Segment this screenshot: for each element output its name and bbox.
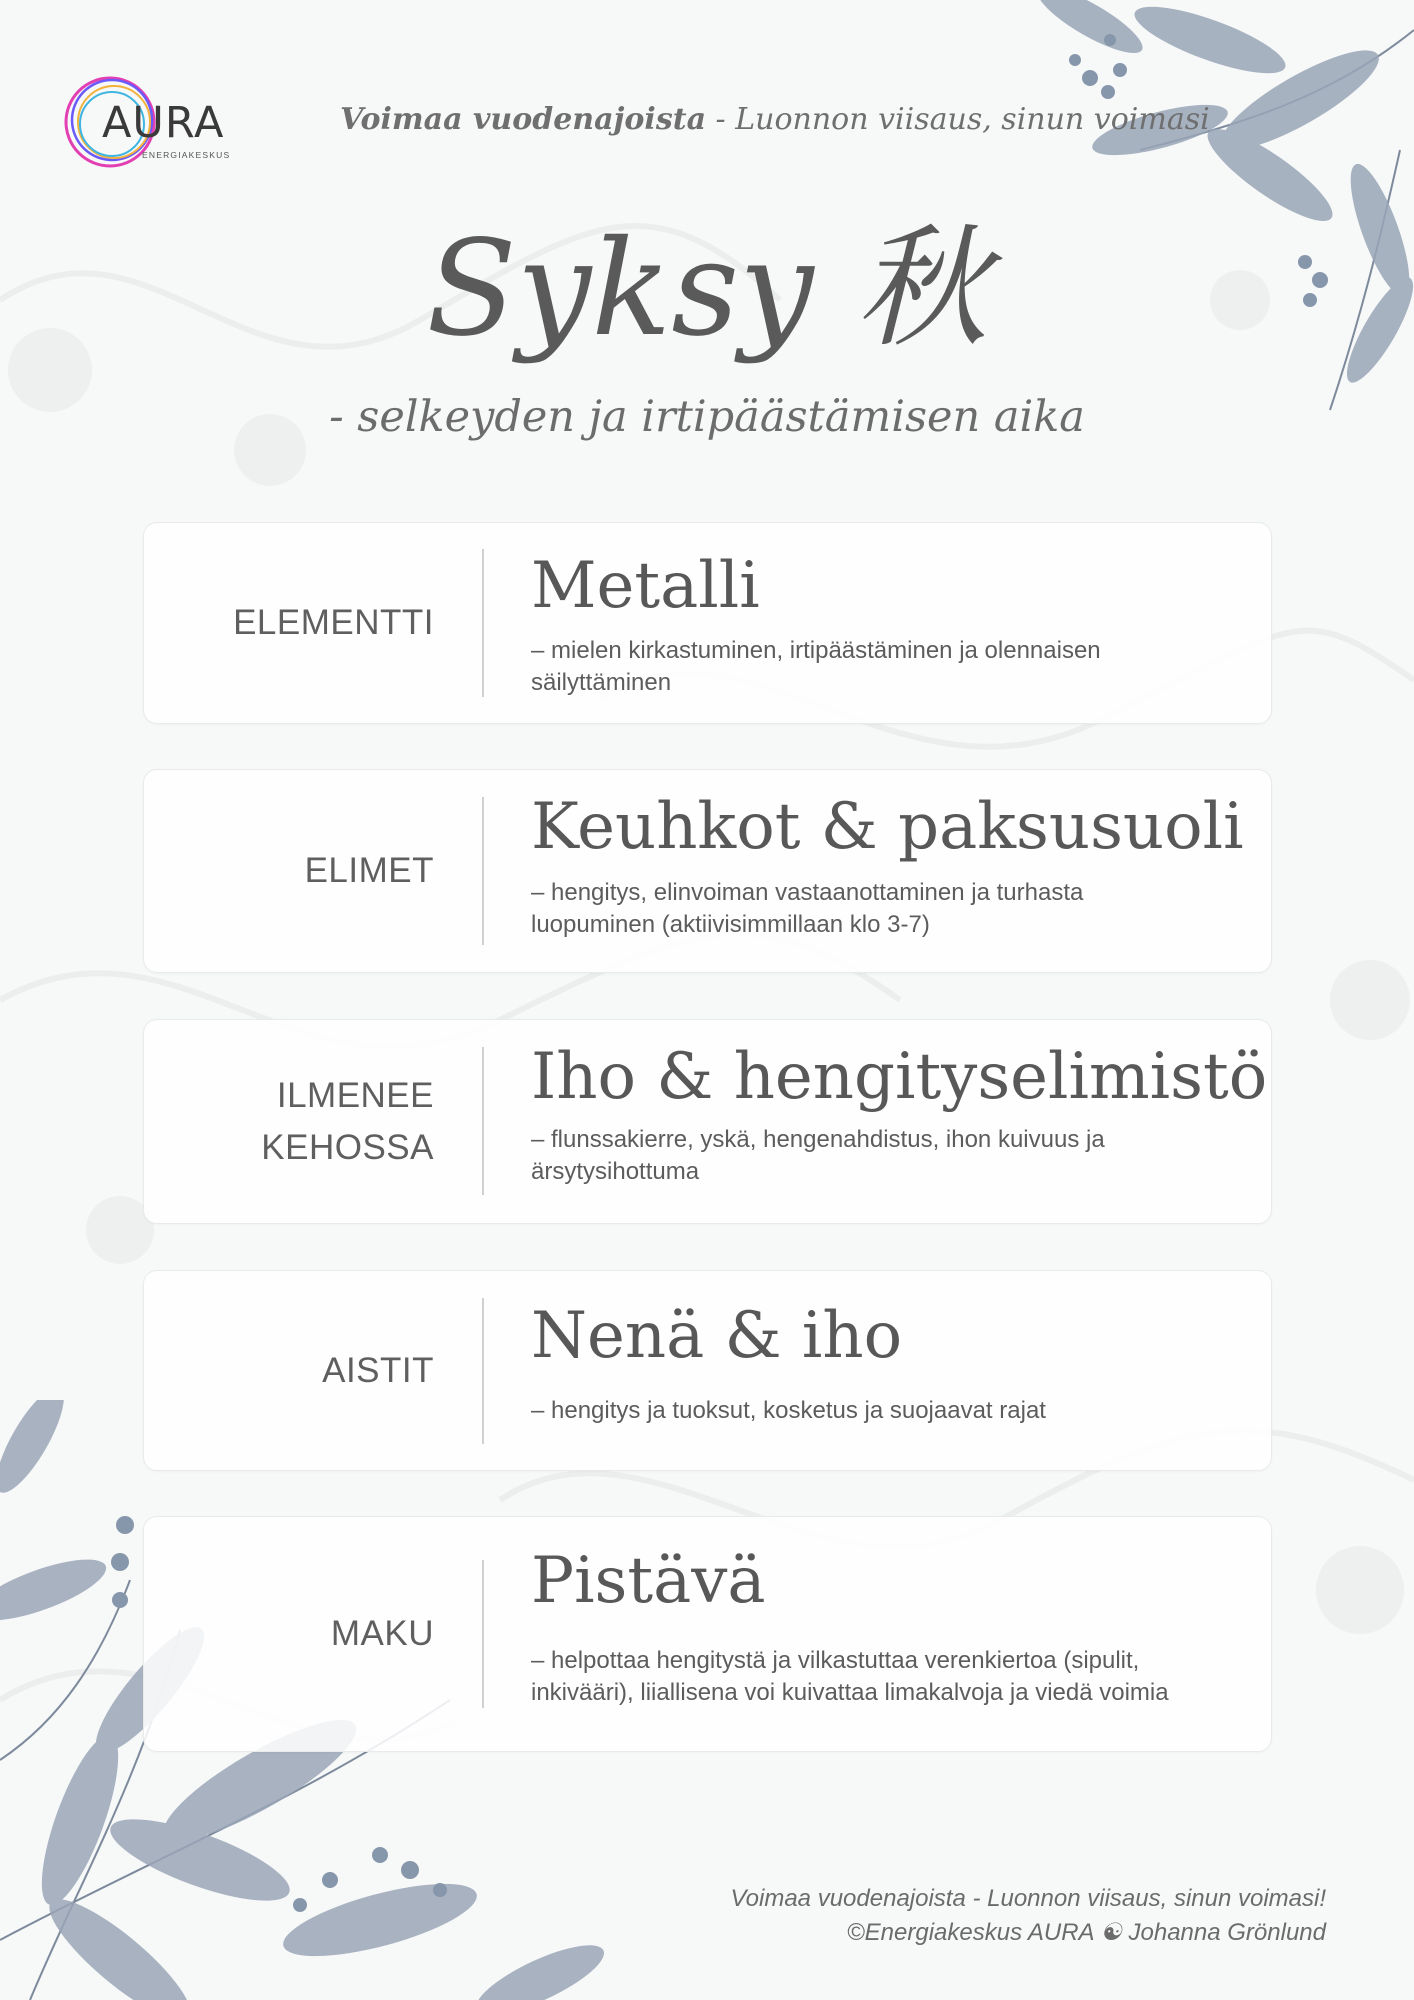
footer (731, 1882, 1326, 1950)
card-elimet (143, 769, 1272, 973)
card-divider (482, 1560, 484, 1708)
card-ilmenee-kehossa (143, 1019, 1272, 1224)
card-label: ELIMET (304, 851, 434, 890)
card-label: MAKU (330, 1614, 434, 1653)
card-title: Pistävä (531, 1544, 766, 1618)
header-tagline-rest: - Luonnon viisaus, sinun voimasi (706, 102, 1210, 137)
logo-subtitle: ENERGIAKESKUS (142, 150, 231, 160)
card-description: – flunssakierre, yskä, hengenahdistus, ihon kuivuus ja ärsytysihottuma (531, 1126, 1105, 1185)
card-title: Nenä & iho (531, 1299, 903, 1373)
header-tagline-bold: Voimaa vuodenajoista (340, 102, 707, 137)
card-label: AISTIT (322, 1351, 434, 1390)
header-tagline (340, 102, 1210, 137)
card-divider (482, 1047, 484, 1195)
card-description: – helpottaa hengitystä ja vilkastuttaa verenkiertoa (sipulit, inkivääri), liiallisena voi kuivattaa limakalvoja ja viedä voimia (531, 1647, 1169, 1706)
card-aistit (143, 1270, 1272, 1471)
card-divider (482, 797, 484, 945)
page-subtitle: - selkeyden ja irtipäästämisen aika (329, 392, 1085, 442)
footer-line-2: ©Energiakeskus AURA ☯ Johanna Grönlund (846, 1919, 1326, 1946)
card-description: – hengitys ja tuoksut, kosketus ja suojaavat rajat (531, 1397, 1046, 1424)
aura-logo (62, 72, 242, 172)
card-title: Keuhkot & paksusuoli (531, 790, 1244, 864)
card-title: Metalli (531, 549, 760, 623)
page-title: Syksy 秋 (426, 212, 988, 366)
footer-line-1: Voimaa vuodenajoista - Luonnon viisaus, sinun voimasi! (730, 1885, 1326, 1912)
card-elementti (143, 522, 1272, 724)
card-description: – hengitys, elinvoiman vastaanottaminen ja turhasta luopuminen (aktiivisimmillaan klo 3-7) (531, 879, 1084, 938)
card-label: ELEMENTTI (233, 603, 434, 642)
logo-name: AURA (102, 98, 225, 148)
card-divider (482, 1298, 484, 1444)
card-description: – mielen kirkastuminen, irtipäästäminen ja olennaisen säilyttäminen (531, 637, 1101, 696)
card-title: Iho & hengityselimistö (531, 1040, 1268, 1114)
card-label: ILMENEE KEHOSSA (261, 1076, 434, 1167)
card-divider (482, 549, 484, 697)
card-maku (143, 1516, 1272, 1752)
